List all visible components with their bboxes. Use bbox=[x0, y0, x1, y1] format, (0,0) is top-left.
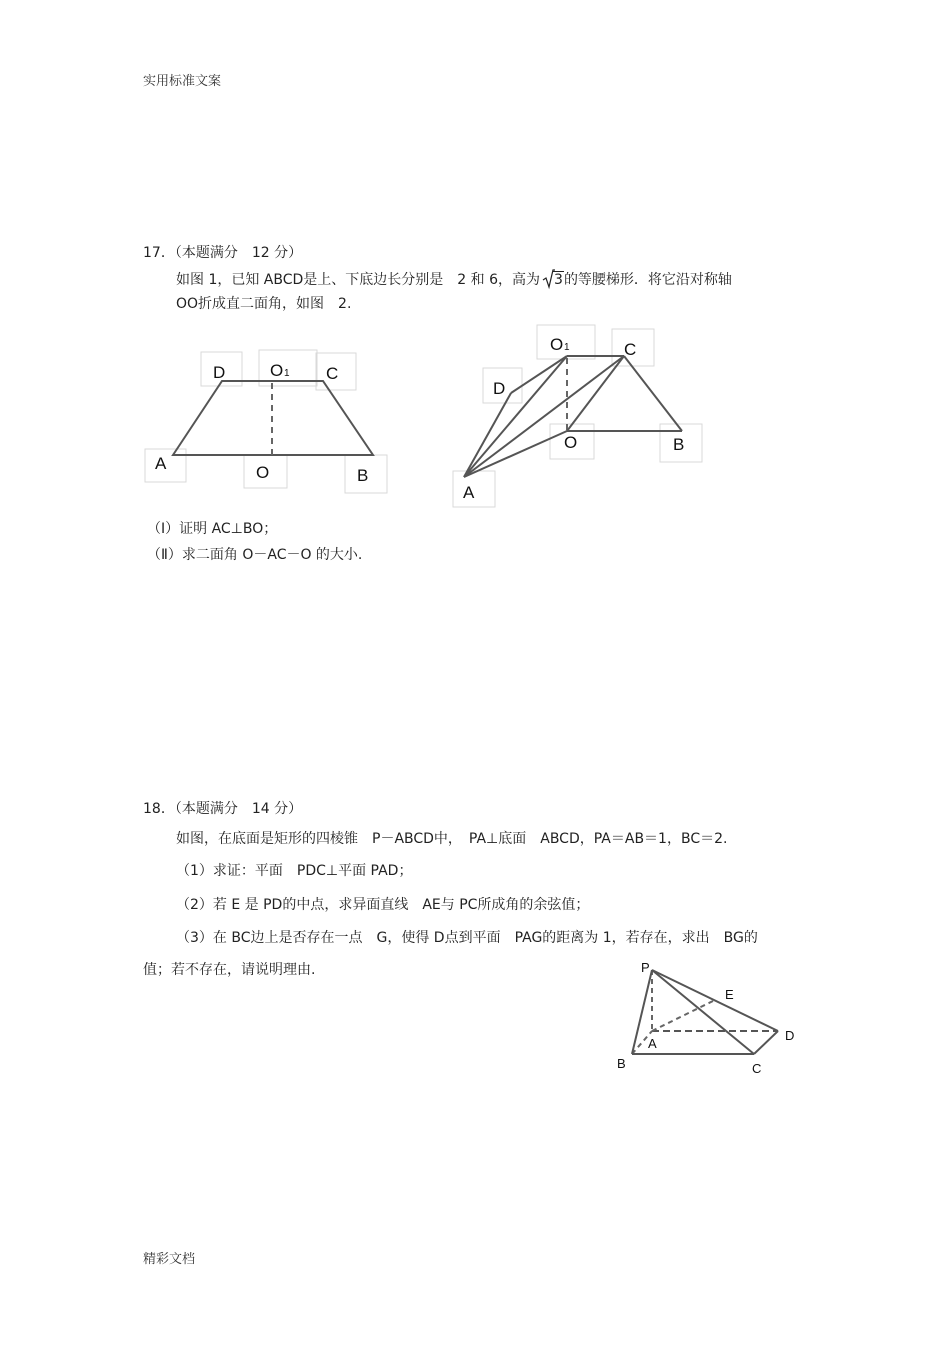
q18-part3: （3）在 BC边上是否存在一点 G，使得 D点到平面 PAG的距离为 1，若存在，求出 BG的 bbox=[176, 930, 758, 946]
label-c: C bbox=[624, 340, 637, 359]
label-o1-sub: 1 bbox=[284, 368, 290, 379]
q18-part2: （2）若 E 是 PD的中点，求异面直线 AE与 PC所成角的余弦值； bbox=[176, 897, 590, 913]
label-o: O bbox=[564, 433, 578, 452]
page-footer: 精彩文档 bbox=[143, 1252, 196, 1267]
label-o: O bbox=[256, 463, 270, 482]
page-header: 实用标准文案 bbox=[143, 74, 222, 89]
label-p: P bbox=[641, 960, 650, 975]
q18-part1: （1）求证：平面 PDC⊥平面 PAD； bbox=[176, 863, 413, 879]
label-a: A bbox=[463, 483, 475, 502]
q17-line1-a: 如图 1，已知 ABCD是上、下底边长分别是 2 和 6，高为 bbox=[176, 272, 541, 288]
label-d: D bbox=[785, 1028, 795, 1043]
label-o1: O bbox=[550, 335, 564, 354]
edge-ae-dashed bbox=[652, 1000, 715, 1031]
q18-intro: 如图，在底面是矩形的四棱锥 P－ABCD中， PA⊥底面 ABCD，PA＝AB＝1，BC＝2. bbox=[176, 831, 728, 847]
label-d: D bbox=[493, 379, 506, 398]
label-c: C bbox=[752, 1061, 762, 1076]
q17-part2: （Ⅱ）求二面角 O－AC－O 的大小. bbox=[147, 547, 363, 563]
label-b: B bbox=[357, 466, 369, 485]
q17-line1-b: 的等腰梯形．将它沿对称轴 bbox=[563, 272, 732, 288]
q18-part3-cont: 值；若不存在，请说明理由. bbox=[143, 962, 316, 978]
q17-part1: （Ⅰ）证明 AC⊥BO； bbox=[147, 521, 278, 537]
label-c: C bbox=[326, 364, 339, 383]
q17-title: 17．（本题满分 12 分） bbox=[143, 245, 303, 261]
label-e: E bbox=[725, 987, 734, 1002]
label-b: B bbox=[673, 435, 685, 454]
q17-line2: OO折成直二面角，如图 2. bbox=[176, 296, 352, 312]
label-a: A bbox=[648, 1036, 657, 1051]
sqrt-radicand: 3 bbox=[554, 272, 563, 288]
label-o1: O bbox=[270, 361, 284, 380]
q18-title: 18．（本题满分 14 分） bbox=[143, 801, 303, 817]
label-o1-sub: 1 bbox=[564, 342, 570, 353]
edge-cd bbox=[754, 1031, 778, 1054]
label-d: D bbox=[213, 363, 226, 382]
label-a: A bbox=[155, 454, 167, 473]
label-b: B bbox=[617, 1056, 626, 1071]
